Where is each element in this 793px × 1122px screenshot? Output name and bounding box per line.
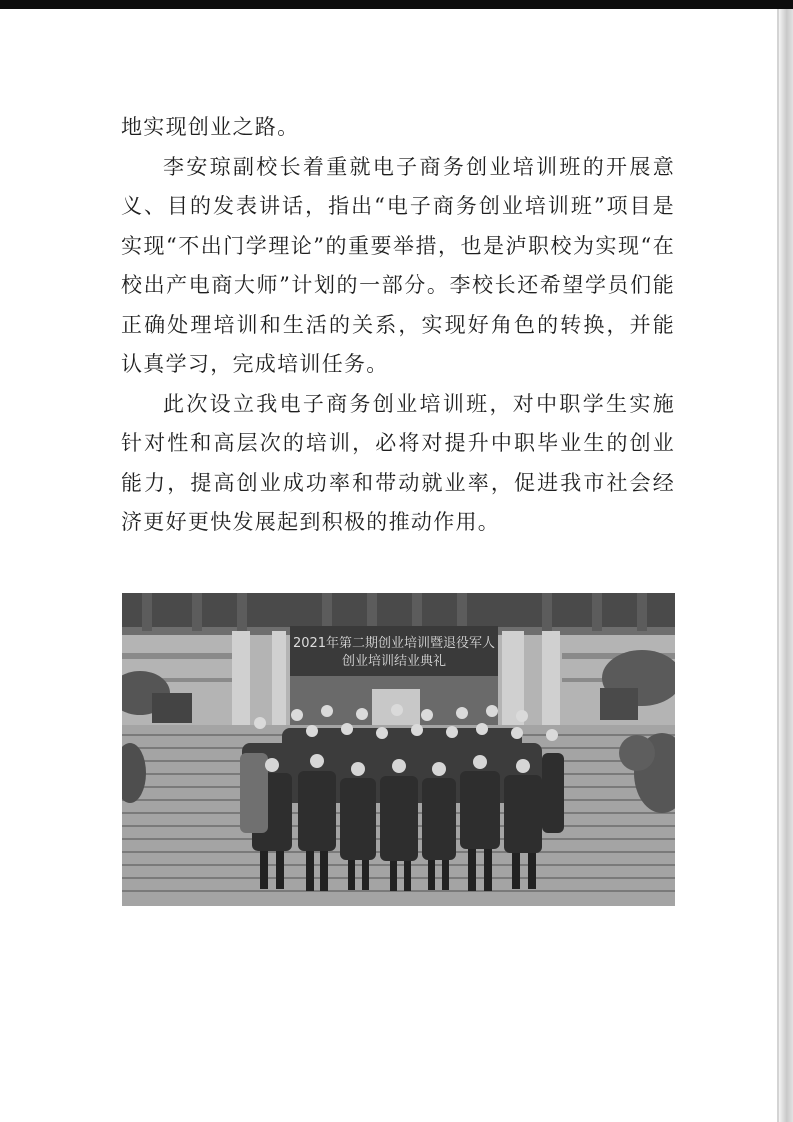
paragraph-2: 李安琼副校长着重就电子商务创业培训班的开展意义、目的发表讲话，指出“电子商务创业培训班”项目是实现“不出门学理论”的重要举措，也是泸职校为实现“在校出产电商大师”计划的一部分。李校长还希望学员们能正确处理培训和生活的关系，实现好角色的转换，并能认真学习，完成培训任务。 [121, 154, 675, 376]
banner-line-1: 2021年第二期创业培训暨退役军人 [292, 636, 496, 651]
body-text [121, 108, 675, 543]
scan-top-border [0, 0, 793, 9]
group-photo [122, 593, 675, 906]
paragraph-3: 此次设立我电子商务创业培训班，对中职学生实施针对性和高层次的培训，必将对提升中职毕业生的创业能力，提高创业成功率和带动就业率，促进我市社会经济更好更快发展起到积极的推动作用。 [121, 391, 675, 534]
banner-line-2: 创业培训结业典礼 [341, 654, 447, 669]
paragraph-1: 地实现创业之路。 [121, 115, 300, 139]
scan-right-border [779, 9, 793, 1122]
